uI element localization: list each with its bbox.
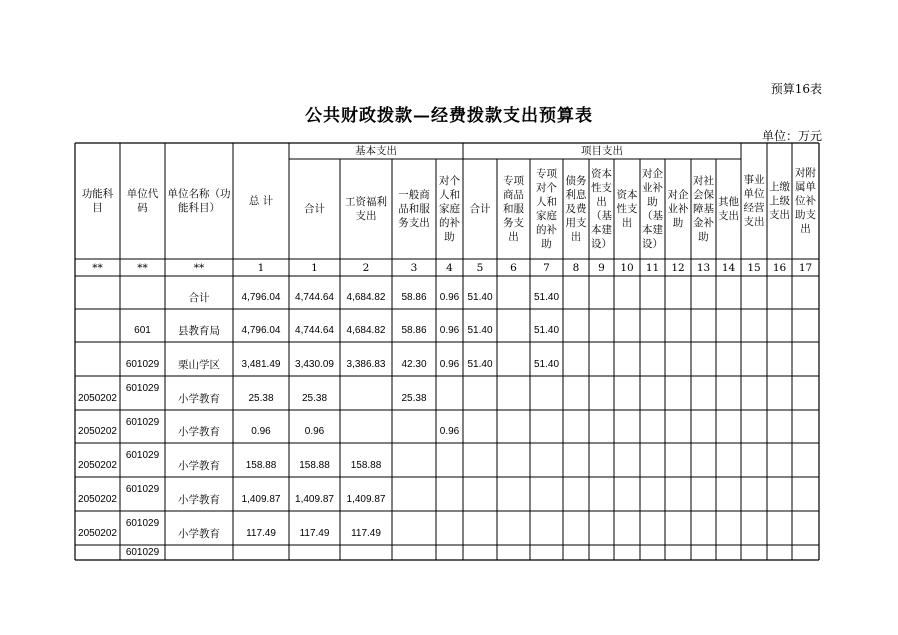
form-number: 预算16表 bbox=[770, 82, 822, 96]
index-cell: 5 bbox=[476, 261, 484, 274]
index-cell: 3 bbox=[410, 261, 418, 274]
cell-name: 小学教育 bbox=[178, 460, 220, 472]
cell-total: 3,481.49 bbox=[241, 359, 281, 370]
index-cell: 16 bbox=[772, 261, 787, 274]
last-row-code: 601029 bbox=[125, 546, 160, 558]
header-p-enterprise: 对企业补助 bbox=[667, 189, 689, 229]
header-upper: 上缴上级支出 bbox=[769, 181, 790, 221]
header-total: 总 计 bbox=[248, 195, 274, 207]
header-p-capital2: 资本性支出 bbox=[616, 189, 638, 229]
cell-b-total: 117.49 bbox=[299, 528, 330, 539]
index-cell: 11 bbox=[645, 261, 660, 274]
cell-b-wage: 1,409.87 bbox=[346, 494, 386, 505]
header-b-goods: 一般商品和服务支出 bbox=[398, 189, 430, 229]
cell-b-goods: 25.38 bbox=[401, 393, 427, 404]
unit-label: 单位：万元 bbox=[761, 129, 822, 143]
cell-b-total: 4,744.64 bbox=[295, 325, 334, 336]
cell-func: 2050202 bbox=[78, 528, 117, 539]
cell-total: 1,409.87 bbox=[241, 494, 281, 505]
cell-total: 4,796.04 bbox=[241, 292, 281, 303]
cell-code: 601029 bbox=[125, 417, 160, 428]
header-p-capital: 资本性支出（基本建设） bbox=[591, 168, 612, 250]
cell-code: 601029 bbox=[125, 359, 160, 370]
index-cell: 17 bbox=[798, 261, 813, 274]
cell-b-wage: 158.88 bbox=[350, 460, 382, 471]
cell-total: 117.49 bbox=[246, 528, 276, 539]
cell-b-wage: 4,684.82 bbox=[346, 325, 386, 336]
index-cell: 4 bbox=[446, 261, 453, 274]
cell-p-total: 51.40 bbox=[467, 359, 493, 370]
cell-b-total: 0.96 bbox=[304, 426, 325, 437]
index-cell: 13 bbox=[696, 261, 711, 274]
cell-code: 601029 bbox=[125, 484, 160, 495]
page-title: 公共财政拨款—经费拨款支出预算表 bbox=[305, 106, 593, 126]
cell-b-total: 25.38 bbox=[301, 393, 328, 404]
header-p-enterprise-sub: 对企业补助（基本建设） bbox=[642, 168, 663, 250]
header-b-personal: 对个人和家庭的补助 bbox=[439, 175, 460, 243]
cell-name: 合计 bbox=[188, 292, 210, 304]
cell-func: 2050202 bbox=[78, 393, 117, 404]
cell-b-total: 158.88 bbox=[299, 460, 330, 471]
index-cell: ** bbox=[137, 261, 148, 274]
cell-code: 601029 bbox=[125, 450, 160, 461]
cell-name: 小学教育 bbox=[178, 393, 220, 405]
index-cell: 15 bbox=[747, 261, 761, 274]
cell-p-personal: 51.40 bbox=[533, 292, 560, 303]
index-cell: 1 bbox=[311, 261, 318, 274]
cell-b-personal: 0.96 bbox=[439, 426, 460, 437]
cell-name: 小学教育 bbox=[178, 528, 220, 540]
cell-b-total: 4,744.64 bbox=[295, 292, 334, 303]
header-unit-code: 单位代码 bbox=[126, 188, 159, 214]
index-cell: 6 bbox=[510, 261, 517, 274]
cell-b-goods: 58.86 bbox=[401, 325, 427, 336]
cell-name: 栗山学区 bbox=[178, 359, 220, 371]
cell-b-wage: 117.49 bbox=[351, 528, 381, 539]
index-cell: ** bbox=[92, 261, 103, 274]
cell-b-wage: 3,386.83 bbox=[346, 359, 386, 370]
cell-b-wage: 4,684.82 bbox=[346, 292, 386, 303]
cell-name: 小学教育 bbox=[178, 494, 220, 506]
cell-func: 2050202 bbox=[78, 460, 117, 471]
index-cell: 8 bbox=[572, 261, 580, 274]
cell-name: 县教育局 bbox=[178, 325, 220, 337]
cell-b-personal: 0.96 bbox=[439, 292, 460, 303]
index-cell: ** bbox=[193, 261, 205, 274]
cell-total: 25.38 bbox=[248, 393, 274, 404]
header-p-debt: 债务利息及费用支出 bbox=[565, 175, 587, 243]
cell-code: 601029 bbox=[125, 518, 160, 529]
cell-total: 4,796.04 bbox=[241, 325, 281, 336]
cell-code: 601 bbox=[134, 325, 151, 336]
header-p-total: 合计 bbox=[469, 203, 491, 215]
index-cell: 10 bbox=[620, 261, 634, 274]
header-p-goods: 专项商品和服务支出 bbox=[503, 175, 524, 243]
header-basic-group: 基本支出 bbox=[355, 145, 397, 157]
cell-p-personal: 51.40 bbox=[533, 325, 560, 336]
cell-b-total: 3,430.09 bbox=[295, 359, 334, 370]
cell-b-total: 1,409.87 bbox=[295, 494, 334, 505]
cell-func: 2050202 bbox=[78, 426, 117, 437]
index-cell: 2 bbox=[362, 261, 370, 274]
header-project-group: 项目支出 bbox=[581, 145, 623, 157]
header-b-total: 合计 bbox=[304, 203, 325, 215]
cell-p-total: 51.40 bbox=[467, 325, 493, 336]
cell-name: 小学教育 bbox=[178, 426, 220, 438]
header-unit-name: 单位名称（功能科目） bbox=[167, 188, 231, 214]
header-subsidiary: 对附属单位补助支出 bbox=[795, 167, 816, 235]
cell-total: 0.96 bbox=[251, 426, 271, 437]
index-cell: 9 bbox=[598, 261, 605, 274]
cell-code: 601029 bbox=[125, 383, 160, 394]
cell-func: 2050202 bbox=[78, 494, 117, 505]
header-b-wage: 工资福利支出 bbox=[345, 196, 387, 222]
cell-b-goods: 42.30 bbox=[401, 359, 427, 370]
index-cell: 12 bbox=[671, 261, 685, 274]
cell-p-total: 51.40 bbox=[467, 292, 493, 303]
header-p-other: 其他支出 bbox=[718, 196, 739, 222]
cell-b-personal: 0.96 bbox=[439, 325, 460, 336]
cell-b-personal: 0.96 bbox=[439, 359, 460, 370]
index-cell: 7 bbox=[543, 261, 550, 274]
header-p-personal: 专项对个人和家庭的补助 bbox=[536, 168, 557, 250]
index-cell: 14 bbox=[721, 261, 736, 274]
cell-total: 158.88 bbox=[245, 460, 277, 471]
header-func-code: 功能科目 bbox=[81, 188, 114, 214]
header-p-social: 对社会保障基金补助 bbox=[693, 175, 714, 243]
index-cell: 1 bbox=[257, 261, 265, 274]
cell-b-goods: 58.86 bbox=[401, 292, 427, 303]
header-institution: 事业单位经营支出 bbox=[743, 174, 765, 228]
cell-p-personal: 51.40 bbox=[533, 359, 560, 370]
